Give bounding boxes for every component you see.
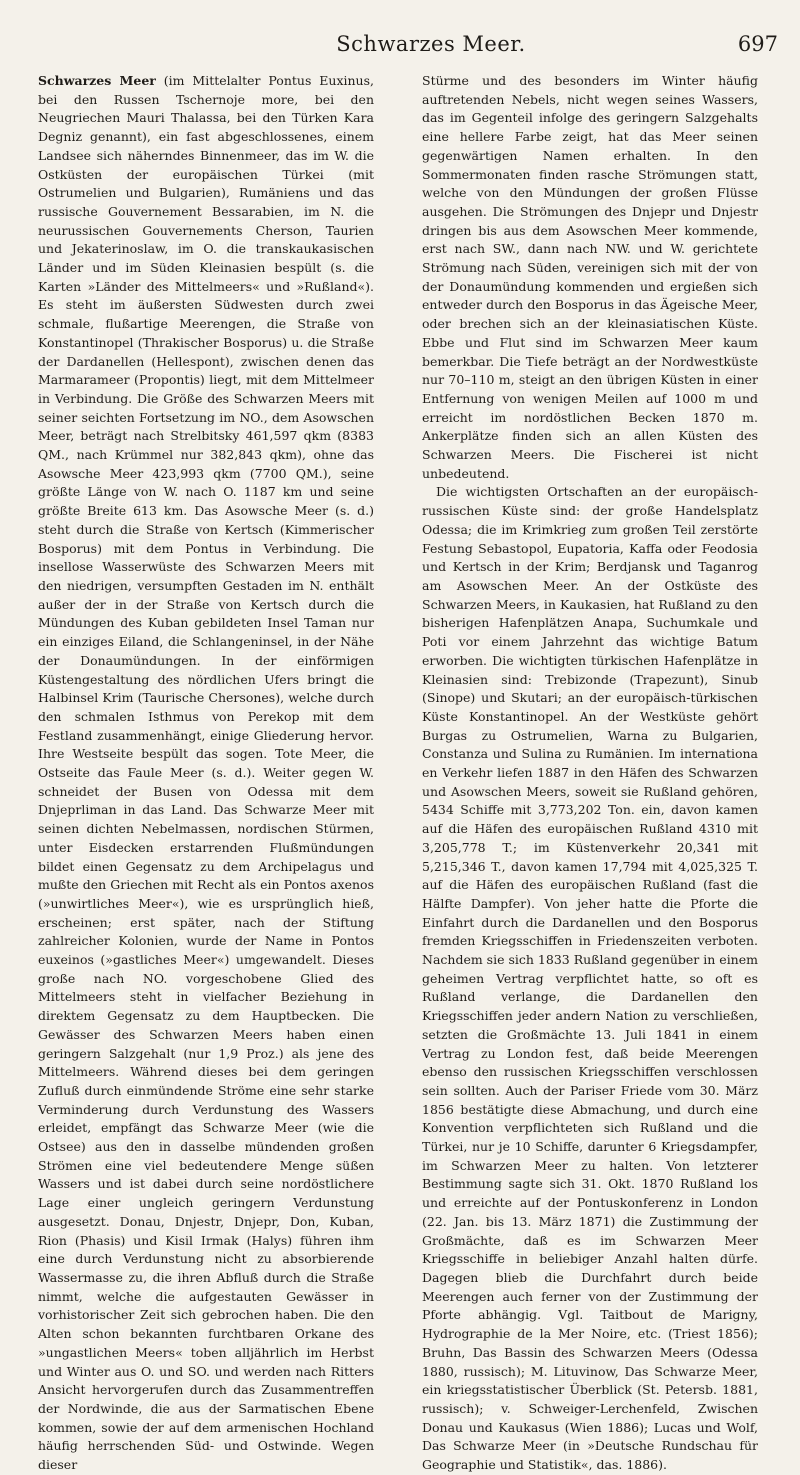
- headword: Schwarzes Meer: [38, 73, 156, 88]
- article-paragraph: Stürme und des besonders im Winter häufig auftretenden Nebels, nicht wegen seines Wassers, das im Gegenteil infolge des geringern Salzgehalts eine hellere Farbe zeigt, hat das Meer seinen gegenwärtigen Namen erhalten. In den Sommermonaten finden rasche Strömungen statt, welche von den Mündungen der großen Flüsse ausgehen. Die Strömungen des Dnjepr und Dnjestr dringen bis aus dem Asowschen Meer kommende, erst nach SW., dann nach NW. und W. gerichtete Strömung nach Süden, vereinigen sich mit der von der Donaumündung kommenden und ergießen sich entweder durch den Bosporus in das Ägeische Meer, oder brechen sich an der kleinasiatischen Küste. Ebbe und Flut sind im Schwarzen Meer kaum bemerkbar. Die Tiefe beträgt an der Nordwestküste nur 70–110 m, steigt an den übrigen Küsten in einer Entfernung von wenigen Meilen auf 1000 m und erreicht im nordöstlichen Becken 1870 m. Ankerplätze finden sich an allen Küsten des Schwarzen Meers. Die Fischerei ist nicht unbedeutend.: [422, 73, 758, 481]
- running-head: Schwarzes Meer.: [336, 32, 526, 56]
- article-paragraph: [38, 72, 374, 1475]
- left-column: [38, 72, 374, 1473]
- right-column: [422, 72, 758, 1473]
- article-paragraph: Die wichtigsten Ortschaften an der europäisch-russischen Küste sind: der große Handelsplatz Odessa; die im Krimkrieg zum großen Teil zerstörte Festung Sebastopol, Eupatoria, Kaffa oder Feodosia und Kertsch in der Krim; Berdjansk und Taganrog am Asowschen Meer. An der Ostküste des Schwarzen Meers, in Kaukasien, hat Rußland zu den bisherigen Hafenplätzen Anapa, Suchumkale und Poti vor einem Jahrzehnt das wichtige Batum erworben. Die wichtigten türkischen Hafenplätze in Kleinasien sind: Trebizonde (Trapezunt), Sinub (Sinope) und Skutari; an der europäisch-türkischen Küste Konstantinopel. An der Westküste gehört Burgas zu Ostrumelien, Warna zu Bulgarien, Constanza und Sulina zu Rumänien. Im internationa en Verkehr liefen 1887 in den Häfen des Schwarzen und Asowschen Meers, soweit sie Rußland gehören, 5434 Schiffe mit 3,773,202 Ton. ein, davon kamen auf die Häfen des europäischen Rußland 4310 mit 3,205,778 T.; im Küstenverkehr 20,341 mit 5,215,346 T., davon kamen 17,794 mit 4,025,325 T. auf die Häfen des europäischen Rußland (fast die Hälfte Dampfer). Von jeher hatte die Pforte die Einfahrt durch die Dardanellen und den Bosporus fremden Kriegsschiffen in Friedenszeiten verboten. Nachdem sie sich 1833 Rußland gegenüber in einem geheimen Vertrag verpflichtet hatte, so oft es Rußland verlange, die Dardanellen den Kriegsschiffen jeder andern Nation zu verschließen, setzten die Großmächte 13. Juli 1841 in einem Vertrag zu London fest, daß beide Meerengen ebenso den russischen Kriegsschiffen verschlossen sein sollten. Auch der Pariser Friede vom 30. März 1856 bestätigte diese Abmachung, und durch eine Konvention verpflichteten sich Rußland und die Türkei, nur je 10 Schiffe, darunter 6 Kriegsdampfer, im Schwarzen Meer zu halten. Von letzterer Bestimmung sagte sich 31. Okt. 1870 Rußland los und erreichte auf der Pontuskonferenz in London (22. Jan. bis 13. März 1871) die Zustimmung der Großmächte, daß es im Schwarzen Meer Kriegsschiffe in beliebiger Anzahl halten dürfe. Dagegen blieb die Durchfahrt durch beide Meerengen auch ferner von der Zustimmung der Pforte abhängig. Vgl. Taitbout de Marigny, Hydrographie de la Mer Noire, etc. (Triest 1856); Bruhn, Das Bassin des Schwarzen Meers (Odessa 1880, russisch); M. Lituvinow, Das Schwarze Meer, ein kriegsstatistischer Überblick (St. Petersb. 1881, russisch); v. Schweiger-Lerchenfeld, Zwischen Donau und Kaukasus (Wien 1886); Lucas und Wolf, Das Schwarze Meer (in »Deutsche Rundschau für Geographie und Statistik«, das. 1886).: [422, 484, 758, 1473]
- page-header: [84, 32, 778, 60]
- page-number: 697: [737, 32, 778, 56]
- article-text: (im Mittelalter Pontus Euxinus, bei den Russen Tschernoje more, bei den Neugriechen Mauri Thalassa, bei den Türken Kara Degniz genannt), ein fast abgeschlossenes, einem Landsee sich näherndes Binnenmeer, das im W. die Ostküsten der europäischen Türkei (mit Ostrumelien und Bulgarien), Rumäniens und das russische Gouvernement Bessarabien, im N. die neurussischen Gouvernements Cherson, Taurien und Jekaterinoslaw, im O. die transkaukasischen Länder und im Süden Kleinasien bespült (s. die Karten »Länder des Mittelmeers« und »Rußland«). Es steht im äußersten Südwesten durch zwei schmale, flußartige Meerengen, die Straße von Konstantinopel (Thrakischer Bosporus) u. die Straße der Dardanellen (Hellespont), zwischen denen das Marmarameer (Propontis) liegt, mit dem Mittelmeer in Verbindung. Die Größe des Schwarzen Meers mit seiner seichten Fortsetzung im NO., dem Asowschen Meer, beträgt nach Strelbitsky 461,597 qkm (8383 QM., nach Krümmel nur 382,843 qkm), ohne das Asowsche Meer 423,993 qkm (7700 QM.), seine größte Länge von W. nach O. 1187 km und seine größte Breite 613 km. Das Asowsche Meer (s. d.) steht durch die Straße von Kertsch (Kimmerischer Bosporus) mit dem Pontus in Verbindung. Die insellose Wasserwüste des Schwarzen Meers mit den niedrigen, versumpften Gestaden im N. enthält außer der in der Straße von Kertsch durch die Mündungen des Kuban gebildeten Insel Taman nur ein einziges Eiland, die Schlangeninsel, in der Nähe der Donaumündungen. In der einförmigen Küstengestaltung des nördlichen Ufers bringt die Halbinsel Krim (Taurische Chersones), welche durch den schmalen Isthmus von Perekop mit dem Festland zusammenhängt, einige Gliederung hervor. Ihre Westseite bespült das sogen. Tote Meer, die Ostseite das Faule Meer (s. d.). Weiter gegen W. schneidet der Busen von Odessa mit dem Dnjeprliman in das Land. Das Schwarze Meer mit seinen dichten Nebelmassen, nordischen Stürmen, unter Eisdecken erstarrenden Flußmündungen bildet einen Gegensatz zu dem Archipelagus und mußte den Griechen mit Recht als ein Pontos axenos (»unwirtliches Meer«), wie es ursprünglich hieß, erscheinen; erst später, nach der Stiftung zahlreicher Kolonien, wurde der Name in Pontos euxeinos (»gastliches Meer«) umgewandelt. Dieses große nach NO. vorgeschobene Glied des Mittelmeers steht in vielfacher Beziehung in direktem Gegensatz zu dem Hauptbecken. Die Gewässer des Schwarzen Meers haben einen geringern Salzgehalt (nur 1,9 Proz.) als jene des Mittelmeers. Während dieses bei dem geringen Zufluß durch einmündende Ströme eine sehr starke Verminderung durch Verdunstung des Wassers erleidet, empfängt das Schwarze Meer (wie die Ostsee) aus den in dasselbe mündenden großen Strömen eine viel bedeutendere Menge süßen Wassers und ist dabei durch seine nordöstlichere Lage einer ungleich geringern Verdunstung ausgesetzt. Donau, Dnjestr, Dnjepr, Don, Kuban, Rion (Phasis) und Kisil Irmak (Halys) führen ihm eine durch Verdunstung nicht zu absorbierende Wassermasse zu, die ihren Abfluß durch die Straße nimmt, welche die aufgestauten Gewässer in vorhistorischer Zeit sich gebrochen haben. Die den Alten schon bekannten furchtbaren Orkane des »ungastlichen Meers« toben alljährlich im Herbst und Winter aus O. und SO. und werden nach Ritters Ansicht hervorgerufen durch das Zusammentreffen der Nordwinde, die aus der Sarmatischen Ebene kommen, sowie der auf dem armenischen Hochland häufig herrschenden Süd- und Ostwinde. Wegen dieser: [38, 73, 374, 1473]
